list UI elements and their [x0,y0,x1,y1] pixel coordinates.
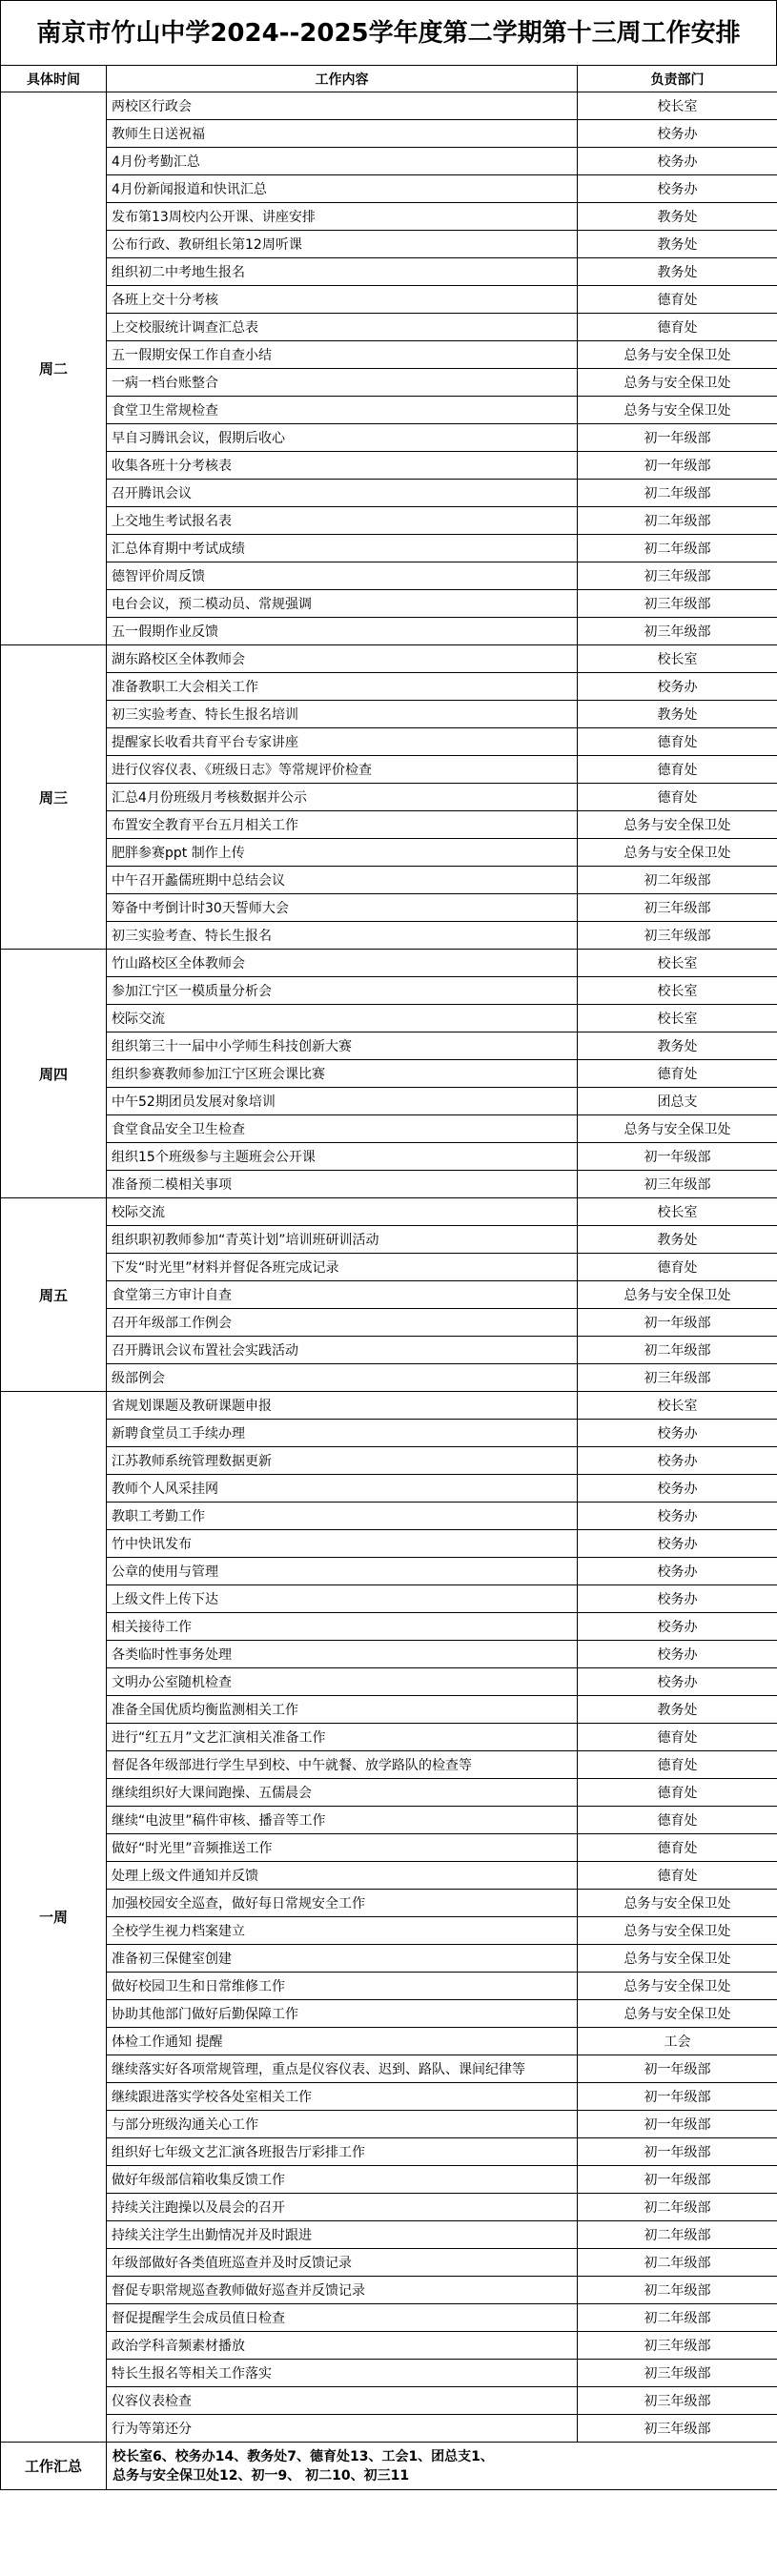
task-content: 公章的使用与管理 [107,1558,578,1585]
task-dept: 校长室 [578,645,777,673]
task-content: 召开年级部工作例会 [107,1309,578,1337]
table-row [1,1668,777,1696]
task-dept: 校务办 [578,1613,777,1641]
task-content: 德智评价周反馈 [107,562,578,590]
table-row [1,2166,777,2194]
task-dept: 教务处 [578,701,777,728]
table-row [1,1779,777,1807]
table-row [1,535,777,562]
task-content: 持续关注跑操以及晨会的召开 [107,2194,578,2221]
table-row [1,1226,777,1254]
table-row [1,2138,777,2166]
table-row [1,1171,777,1198]
task-dept: 教务处 [578,1032,777,1060]
table-row [1,894,777,922]
table-row [1,1973,777,2000]
table-row [1,1475,777,1503]
table-row [1,480,777,507]
task-dept: 校务办 [578,673,777,701]
table-row [1,784,777,811]
task-content: 一病一档台账整合 [107,369,578,397]
task-dept: 初一年级部 [578,1143,777,1171]
task-dept: 德育处 [578,1779,777,1807]
table-row [1,1724,777,1751]
table-row [1,314,777,341]
task-dept: 初三年级部 [578,2332,777,2360]
task-dept: 校长室 [578,1005,777,1032]
table-row [1,2332,777,2360]
table-row [1,2028,777,2055]
task-content: 准备初三保健室创建 [107,1945,578,1973]
task-dept: 校长室 [578,977,777,1005]
task-dept: 初一年级部 [578,424,777,452]
task-content: 4月份考勤汇总 [107,148,578,175]
summary-row [1,2443,777,2490]
task-content: 继续跟进落实学校各处室相关工作 [107,2083,578,2111]
task-dept: 团总支 [578,1088,777,1115]
task-content: 体检工作通知 提醒 [107,2028,578,2055]
task-dept: 教务处 [578,203,777,231]
table-row [1,590,777,618]
table-row [1,1503,777,1530]
header-row [1,66,777,92]
table-row [1,811,777,839]
task-content: 食堂第三方审计自查 [107,1281,578,1309]
table-row [1,562,777,590]
table-row [1,1088,777,1115]
task-content: 全校学生视力档案建立 [107,1917,578,1945]
task-content: 持续关注学生出勤情况并及时跟进 [107,2221,578,2249]
table-row [1,120,777,148]
table-row [1,2111,777,2138]
task-dept: 总务与安全保卫处 [578,369,777,397]
table-row [1,2415,777,2443]
task-content: 组织好七年级文艺汇演各班报告厅彩排工作 [107,2138,578,2166]
table-row [1,341,777,369]
day-cell: 周二 [1,92,107,645]
task-content: 两校区行政会 [107,92,578,120]
task-dept: 德育处 [578,1807,777,1834]
task-content: 中午召开蠡儒班期中总结会议 [107,867,578,894]
task-dept: 初二年级部 [578,535,777,562]
task-dept: 德育处 [578,286,777,314]
task-content: 进行“红五月”文艺汇演相关准备工作 [107,1724,578,1751]
task-content: 早自习腾讯会议，假期后收心 [107,424,578,452]
table-row [1,645,777,673]
table-row [1,1143,777,1171]
task-dept: 初二年级部 [578,2277,777,2304]
table-row [1,1115,777,1143]
table-row [1,2277,777,2304]
task-dept: 初一年级部 [578,2083,777,2111]
task-content: 新聘食堂员工手续办理 [107,1420,578,1447]
table-row [1,507,777,535]
task-content: 继续组织好大课间跑操、五儒晨会 [107,1779,578,1807]
task-content: 做好校园卫生和日常维修工作 [107,1973,578,2000]
task-dept: 校务办 [578,148,777,175]
task-dept: 德育处 [578,314,777,341]
task-content: 与部分班级沟通关心工作 [107,2111,578,2138]
task-dept: 总务与安全保卫处 [578,397,777,424]
table-row [1,1917,777,1945]
task-content: 五一假期作业反馈 [107,618,578,645]
table-row [1,867,777,894]
table-row [1,1834,777,1862]
task-dept: 初二年级部 [578,867,777,894]
task-content: 行为等第还分 [107,2415,578,2443]
day-cell: 周四 [1,950,107,1198]
table-row [1,1530,777,1558]
task-content: 年级部做好各类值班巡查并及时反馈记录 [107,2249,578,2277]
task-dept: 初一年级部 [578,1309,777,1337]
task-content: 汇总体育期中考试成绩 [107,535,578,562]
task-dept: 总务与安全保卫处 [578,2000,777,2028]
task-content: 初三实验考查、特长生报名 [107,922,578,950]
table-row [1,203,777,231]
task-dept: 初三年级部 [578,1171,777,1198]
table-row [1,2304,777,2332]
task-dept: 德育处 [578,1060,777,1088]
task-content: 初三实验考查、特长生报名培训 [107,701,578,728]
table-row [1,1005,777,1032]
table-row [1,2055,777,2083]
task-content: 组织职初教师参加“青英计划”培训班研训活动 [107,1226,578,1254]
table-row [1,2083,777,2111]
task-dept: 初三年级部 [578,2415,777,2443]
task-dept: 初一年级部 [578,2138,777,2166]
task-dept: 初三年级部 [578,590,777,618]
table-row [1,1309,777,1337]
table-row [1,1751,777,1779]
task-dept: 教务处 [578,1226,777,1254]
header-content: 工作内容 [107,66,578,92]
task-content: 湖东路校区全体教师会 [107,645,578,673]
task-dept: 德育处 [578,1724,777,1751]
task-content: 组织初二中考地生报名 [107,258,578,286]
table-row [1,452,777,480]
task-dept: 德育处 [578,1751,777,1779]
task-content: 组织参赛教师参加江宁区班会课比赛 [107,1060,578,1088]
task-content: 进行仪容仪表、《班级日志》等常规评价检查 [107,756,578,784]
table-row [1,148,777,175]
task-content: 下发“时光里”材料并督促各班完成记录 [107,1254,578,1281]
task-content: 召开腾讯会议布置社会实践活动 [107,1337,578,1364]
task-content: 加强校园安全巡查，做好每日常规安全工作 [107,1890,578,1917]
task-dept: 校长室 [578,92,777,120]
task-content: 五一假期安保工作自查小结 [107,341,578,369]
table-row [1,1585,777,1613]
task-dept: 校务办 [578,1558,777,1585]
task-dept: 工会 [578,2028,777,2055]
table-row [1,1364,777,1392]
table-row [1,618,777,645]
table-row [1,1613,777,1641]
task-content: 处理上级文件通知并反馈 [107,1862,578,1890]
task-dept: 教务处 [578,231,777,258]
task-dept: 初一年级部 [578,2166,777,2194]
task-dept: 校长室 [578,950,777,977]
table-row [1,1945,777,1973]
task-dept: 校务办 [578,1420,777,1447]
task-dept: 初三年级部 [578,2360,777,2387]
table-row [1,2221,777,2249]
task-dept: 校务办 [578,1447,777,1475]
task-content: 校际交流 [107,1198,578,1226]
table-row [1,92,777,120]
table-row [1,1696,777,1724]
task-content: 督促提醒学生会成员值日检查 [107,2304,578,2332]
task-dept: 校长室 [578,1198,777,1226]
table-row [1,1198,777,1226]
task-dept: 初一年级部 [578,452,777,480]
table-row [1,1420,777,1447]
task-content: 电台会议，预二模动员、常规强调 [107,590,578,618]
task-dept: 总务与安全保卫处 [578,1945,777,1973]
table-row [1,2194,777,2221]
task-dept: 初二年级部 [578,2304,777,2332]
task-dept: 德育处 [578,1834,777,1862]
table-row [1,1862,777,1890]
table-row [1,1254,777,1281]
task-content: 级部例会 [107,1364,578,1392]
table-row [1,728,777,756]
table-row [1,1060,777,1088]
task-content: 提醒家长收看共育平台专家讲座 [107,728,578,756]
task-dept: 德育处 [578,728,777,756]
task-dept: 德育处 [578,756,777,784]
page-title: 南京市竹山中学2024--2025学年度第二学期第十三周工作安排 [0,0,777,65]
task-dept: 初二年级部 [578,2249,777,2277]
task-content: 文明办公室随机检查 [107,1668,578,1696]
task-content: 督促各年级部进行学生早到校、中午就餐、放学路队的检查等 [107,1751,578,1779]
table-row [1,701,777,728]
task-dept: 校务办 [578,175,777,203]
task-content: 督促专职常规巡查教师做好巡查并反馈记录 [107,2277,578,2304]
task-dept: 总务与安全保卫处 [578,1115,777,1143]
task-dept: 初二年级部 [578,480,777,507]
task-dept: 初一年级部 [578,2111,777,2138]
day-cell: 周三 [1,645,107,950]
task-content: 召开腾讯会议 [107,480,578,507]
task-content: 竹中快讯发布 [107,1530,578,1558]
task-dept: 校务办 [578,1530,777,1558]
table-row [1,977,777,1005]
day-cell: 周五 [1,1198,107,1392]
table-row [1,950,777,977]
task-content: 上级文件上传下达 [107,1585,578,1613]
task-dept: 初二年级部 [578,2221,777,2249]
task-dept: 初三年级部 [578,894,777,922]
header-time: 具体时间 [1,66,107,92]
task-content: 发布第13周校内公开课、讲座安排 [107,203,578,231]
task-content: 各班上交十分考核 [107,286,578,314]
table-row [1,2249,777,2277]
table-row [1,286,777,314]
table-row [1,673,777,701]
task-content: 上交地生考试报名表 [107,507,578,535]
task-content: 协助其他部门做好后勤保障工作 [107,2000,578,2028]
table-row [1,1392,777,1420]
table-row [1,175,777,203]
task-content: 省规划课题及教研课题申报 [107,1392,578,1420]
task-content: 食堂卫生常规检查 [107,397,578,424]
task-dept: 总务与安全保卫处 [578,1281,777,1309]
task-dept: 初一年级部 [578,2055,777,2083]
table-row [1,922,777,950]
task-content: 参加江宁区一模质量分析会 [107,977,578,1005]
task-dept: 德育处 [578,1254,777,1281]
table-row [1,1558,777,1585]
task-content: 教职工考勤工作 [107,1503,578,1530]
task-dept: 总务与安全保卫处 [578,839,777,867]
table-row [1,1337,777,1364]
table-row [1,1032,777,1060]
task-dept: 校务办 [578,1641,777,1668]
table-row [1,756,777,784]
task-dept: 校务办 [578,1475,777,1503]
table-row [1,1281,777,1309]
table-row [1,424,777,452]
table-row [1,2387,777,2415]
task-dept: 教务处 [578,258,777,286]
task-dept: 德育处 [578,1862,777,1890]
table-row [1,1447,777,1475]
task-content: 4月份新闻报道和快讯汇总 [107,175,578,203]
summary-line-2: 总务与安全保卫处12、初一9、 初二10、初三11 [112,2467,410,2484]
task-content: 公布行政、教研组长第12周听课 [107,231,578,258]
schedule-body [1,92,777,2443]
task-dept: 校务办 [578,1503,777,1530]
task-dept: 初三年级部 [578,618,777,645]
table-row [1,258,777,286]
task-dept: 教务处 [578,1696,777,1724]
task-dept: 初二年级部 [578,2194,777,2221]
task-dept: 校长室 [578,1392,777,1420]
table-row [1,2360,777,2387]
task-content: 组织第三十一届中小学师生科技创新大赛 [107,1032,578,1060]
task-content: 特长生报名等相关工作落实 [107,2360,578,2387]
header-dept: 负责部门 [578,66,777,92]
task-dept: 总务与安全保卫处 [578,1973,777,2000]
task-content: 中午52期团员发展对象培训 [107,1088,578,1115]
task-content: 仪容仪表检查 [107,2387,578,2415]
task-dept: 初三年级部 [578,2387,777,2415]
task-dept: 总务与安全保卫处 [578,341,777,369]
task-content: 食堂食品安全卫生检查 [107,1115,578,1143]
task-content: 收集各班十分考核表 [107,452,578,480]
task-content: 做好年级部信箱收集反馈工作 [107,2166,578,2194]
summary-label: 工作汇总 [1,2443,107,2490]
task-dept: 总务与安全保卫处 [578,1890,777,1917]
task-dept: 校务办 [578,1668,777,1696]
table-row [1,369,777,397]
task-dept: 初三年级部 [578,1364,777,1392]
summary-text [107,2443,777,2490]
task-dept: 德育处 [578,784,777,811]
task-dept: 校务办 [578,1585,777,1613]
table-row [1,1807,777,1834]
task-dept: 初二年级部 [578,1337,777,1364]
day-cell: 一周 [1,1392,107,2443]
task-content: 筹备中考倒计时30天誓师大会 [107,894,578,922]
task-dept: 总务与安全保卫处 [578,811,777,839]
task-content: 教师个人风采挂网 [107,1475,578,1503]
task-content: 准备教职工大会相关工作 [107,673,578,701]
table-row [1,231,777,258]
task-content: 上交校服统计调查汇总表 [107,314,578,341]
task-content: 江苏教师系统管理数据更新 [107,1447,578,1475]
task-content: 继续“电波里”稿件审核、播音等工作 [107,1807,578,1834]
task-dept: 初二年级部 [578,507,777,535]
task-dept: 初三年级部 [578,562,777,590]
task-content: 准备全国优质均衡监测相关工作 [107,1696,578,1724]
task-content: 做好“时光里”音频推送工作 [107,1834,578,1862]
table-row [1,1890,777,1917]
task-content: 竹山路校区全体教师会 [107,950,578,977]
task-dept: 校务办 [578,120,777,148]
summary-line-1: 校长室6、校务办14、教务处7、德育处13、工会1、团总支1、 [112,2448,494,2464]
task-dept: 总务与安全保卫处 [578,1917,777,1945]
task-content: 肥胖参赛ppt 制作上传 [107,839,578,867]
task-content: 各类临时性事务处理 [107,1641,578,1668]
task-content: 准备预二模相关事项 [107,1171,578,1198]
task-content: 继续落实好各项常规管理，重点是仪容仪表、迟到、路队、课间纪律等 [107,2055,578,2083]
schedule-table [0,65,777,2490]
table-row [1,1641,777,1668]
task-content: 校际交流 [107,1005,578,1032]
task-content: 布置安全教育平台五月相关工作 [107,811,578,839]
table-row [1,839,777,867]
task-content: 相关接待工作 [107,1613,578,1641]
task-content: 组织15个班级参与主题班会公开课 [107,1143,578,1171]
task-content: 教师生日送祝福 [107,120,578,148]
task-dept: 初三年级部 [578,922,777,950]
task-content: 政治学科音频素材播放 [107,2332,578,2360]
table-row [1,397,777,424]
table-row [1,2000,777,2028]
task-content: 汇总4月份班级月考核数据并公示 [107,784,578,811]
